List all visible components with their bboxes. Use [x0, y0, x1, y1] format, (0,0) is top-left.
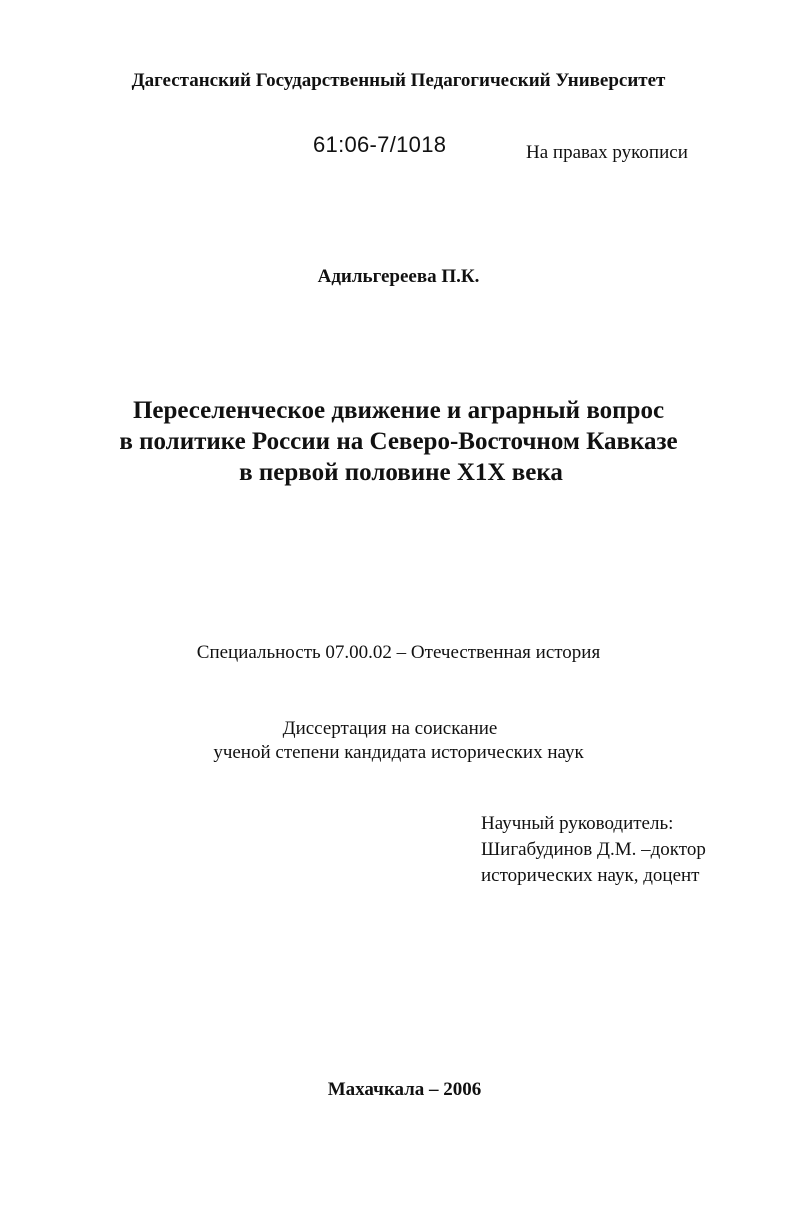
- supervisor-block: [481, 811, 706, 889]
- degree-line-2: ученой степени кандидата исторических наук: [213, 742, 584, 763]
- supervisor-line-2: Шигабудинов Д.М. –доктор: [481, 839, 706, 860]
- title-line-2: в политике России на Северо-Восточном Кавказе: [119, 428, 678, 455]
- university-name: Дагестанский Государственный Педагогический Университет: [131, 70, 666, 91]
- author-name: Адильгереева П.К.: [317, 266, 480, 287]
- city-year: Махачкала – 2006: [327, 1079, 482, 1100]
- specialty-line: Специальность 07.00.02 – Отечественная история: [196, 642, 601, 663]
- rights-note: На правах рукописи: [526, 142, 688, 163]
- supervisor-line-3: исторических наук, доцент: [481, 865, 700, 886]
- degree-line-1: Диссертация на соискание: [282, 718, 498, 739]
- supervisor-line-1: Научный руководитель:: [481, 813, 674, 834]
- dissertation-title: [0, 395, 797, 488]
- catalog-number-stamp: 61:06-7/1018: [313, 132, 447, 157]
- degree-statement: [0, 717, 797, 765]
- title-line-1: Переселенческое движение и аграрный вопрос: [132, 397, 665, 424]
- title-line-3: в первой половине Х1Х века: [239, 459, 563, 486]
